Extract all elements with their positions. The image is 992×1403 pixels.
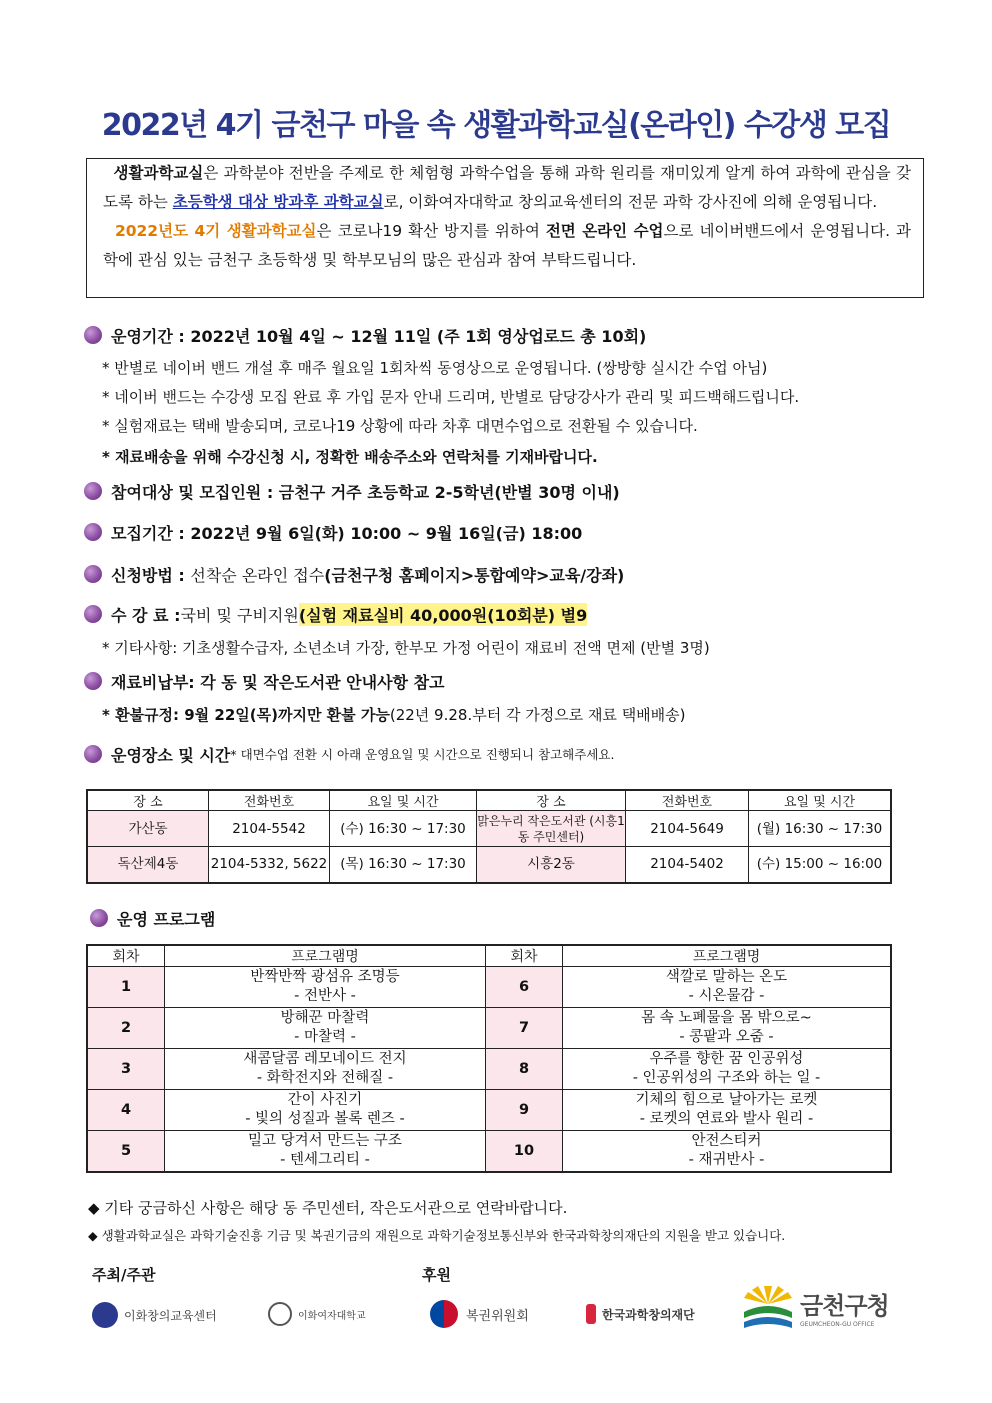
venue-cell: 2104-5402 <box>626 847 749 883</box>
venue-header: 전화번호 <box>209 790 330 811</box>
program-cell: 반짝반짝 광섬유 조명등 - 전반사 - <box>165 967 486 1008</box>
bullet-icon <box>90 909 108 927</box>
bullet-icon <box>84 482 102 500</box>
table-row <box>87 1131 891 1173</box>
program-number: 4 <box>87 1090 165 1131</box>
ewha-emblem-icon <box>92 1302 118 1328</box>
period-note-3: * 실험재료는 택배 발송되며, 코로나19 상황에 따라 차후 대면수업으로 전환될 수 있습니다. <box>102 417 698 435</box>
section-apply: 신청방법 : 선착순 온라인 접수 (금천구청 홈페이지>통합예약>교육/강좌) <box>84 562 624 586</box>
section-program: 운영 프로그램 <box>90 906 215 930</box>
program-cell: 우주를 향한 꿈 인공위성 - 인공위성의 구조와 하는 일 - <box>563 1049 892 1090</box>
sponsor-label: 후원 <box>422 1266 451 1284</box>
table-row <box>87 967 891 1008</box>
lottery-logo: 복권위원회 <box>430 1300 529 1328</box>
program-cell: 방해꾼 마찰력 - 마찰력 - <box>165 1008 486 1049</box>
venue-header: 전화번호 <box>626 790 749 811</box>
program-cell: 색깔로 말하는 온도 - 시온물감 - <box>563 967 892 1008</box>
venue-table <box>86 789 892 884</box>
section-fee: 수 강 료 : 국비 및 구비지원 (실험 재료실비 40,000원(10회분) 별9 <box>84 602 587 626</box>
program-cell: 몸 속 노폐물을 몸 밖으로~ - 콩팥과 오줌 - <box>563 1008 892 1049</box>
ewha-seal-icon <box>268 1302 292 1326</box>
venue-cell: 2104-5649 <box>626 811 749 847</box>
venue-cell: (수) 16:30 ~ 17:30 <box>330 811 477 847</box>
bullet-icon <box>84 745 102 763</box>
program-cell: 새콤달콤 레모네이드 전지 - 화학전지와 전해질 - <box>165 1049 486 1090</box>
program-cell: 밀고 당겨서 만드는 구조 - 텐세그리티 - <box>165 1131 486 1173</box>
venue-cell: 2104-5542 <box>209 811 330 847</box>
footer-note-1: ◆ 기타 궁금하신 사항은 해당 동 주민센터, 작은도서관으로 연락바랍니다. <box>88 1199 568 1217</box>
venue-cell: 맑은누리 작은도서관 (시흥1동 주민센터) <box>477 811 626 847</box>
program-number: 1 <box>87 967 165 1008</box>
page-title: 2022년 4기 금천구 마을 속 생활과학교실(온라인) 수강생 모집 <box>101 108 891 143</box>
fee-highlight: (실험 재료실비 40,000원(10회분) 별9 <box>299 603 587 626</box>
venue-cell: (목) 16:30 ~ 17:30 <box>330 847 477 883</box>
venue-cell: 가산동 <box>87 811 209 847</box>
program-number: 6 <box>486 967 563 1008</box>
bullet-icon <box>84 605 102 623</box>
ewha-center-logo: 이화창의교육센터 <box>92 1302 217 1328</box>
bullet-icon <box>84 565 102 583</box>
program-number: 2 <box>87 1008 165 1049</box>
taegeuk-icon <box>430 1300 458 1328</box>
program-cell: 기체의 힘으로 날아가는 로켓 - 로켓의 연료와 발사 원리 - <box>563 1090 892 1131</box>
section-period: 운영기간 : 2022년 10월 4일 ~ 12월 11일 (주 1회 영상업로드 총 10회) <box>84 323 646 347</box>
program-number: 5 <box>87 1131 165 1173</box>
ewha-univ-logo: 이화여자대학교 <box>268 1302 366 1326</box>
intro-box <box>86 158 924 298</box>
refund-rule: * 환불규정: 9월 22일(목)까지만 환불 가능(22년 9.28.부터 각 가정으로 재료 택배배송) <box>102 706 686 724</box>
section-payment: 재료비납부: 각 동 및 작은도서관 안내사항 참고 <box>84 669 445 693</box>
program-number: 3 <box>87 1049 165 1090</box>
venue-header: 장 소 <box>477 790 626 811</box>
kofac-mark-icon <box>586 1304 596 1324</box>
program-table <box>86 944 892 1173</box>
venue-cell: 독산제4동 <box>87 847 209 883</box>
period-note-4: * 재료배송을 위해 수강신청 시, 정확한 배송주소와 연락처를 기재바랍니다. <box>102 448 598 466</box>
geumcheon-emblem-icon <box>740 1282 796 1332</box>
program-cell: 안전스티커 - 재귀반사 - <box>563 1131 892 1173</box>
program-number: 8 <box>486 1049 563 1090</box>
fee-note: * 기타사항: 기초생활수급자, 소년소녀 가장, 한부모 가정 어린이 재료비 전액 면제 (반별 3명) <box>102 639 710 657</box>
period-note-1: * 반별로 네이버 밴드 개설 후 매주 월요일 1회차씩 동영상으로 운영됩니다. (쌍방향 실시간 수업 아님) <box>102 359 768 377</box>
venue-cell: (월) 16:30 ~ 17:30 <box>749 811 892 847</box>
table-row <box>87 1008 891 1049</box>
program-header: 프로그램명 <box>165 945 486 967</box>
period-note-2: * 네이버 밴드는 수강생 모집 완료 후 가입 문자 안내 드리며, 반별로 담당강사가 관리 및 피드백해드립니다. <box>102 388 800 406</box>
program-header: 프로그램명 <box>563 945 892 967</box>
table-row <box>87 1090 891 1131</box>
venue-cell: (수) 15:00 ~ 16:00 <box>749 847 892 883</box>
table-row <box>87 1049 891 1090</box>
program-number: 9 <box>486 1090 563 1131</box>
program-number: 10 <box>486 1131 563 1173</box>
program-number: 7 <box>486 1008 563 1049</box>
program-cell: 간이 사진기 - 빛의 성질과 볼록 렌즈 - <box>165 1090 486 1131</box>
venue-header: 요일 및 시간 <box>330 790 477 811</box>
section-target: 참여대상 및 모집인원 : 금천구 거주 초등학교 2-5학년(반별 30명 이내) <box>84 479 620 503</box>
bullet-icon <box>84 326 102 344</box>
venue-header: 장 소 <box>87 790 209 811</box>
geumcheon-logo: 금천구청 GEUMCHEON-GU OFFICE <box>740 1282 889 1332</box>
bullet-icon <box>84 523 102 541</box>
kofac-logo: 한국과학창의재단 <box>586 1304 695 1324</box>
intro-paragraph-1: 생활과학교실은 과학분야 전반을 주제로 한 체험형 과학수업을 통해 과학 원리를 재미있게 알게 하여 과학에 관심을 갖도록 하는 초등학생 대상 방과후 과학교실로, 이화여자대학교 창의교육센터의 전문 과학 강사진에 의해 운영됩니다. <box>103 164 912 211</box>
section-venue: 운영장소 및 시간 * 대면수업 전환 시 아래 운영요일 및 시간으로 진행되니 참고해주세요. <box>84 742 614 766</box>
venue-cell: 2104-5332, 5622 <box>209 847 330 883</box>
intro-paragraph-2: 2022년도 4기 생활과학교실은 코로나19 확산 방지를 위하여 전면 온라인 수업으로 네이버밴드에서 운영됩니다. 과학에 관심 있는 금천구 초등학생 및 학부모님의 많은 관심과 참여 부탁드립니다. <box>103 222 911 269</box>
section-recruit: 모집기간 : 2022년 9월 6일(화) 10:00 ~ 9월 16일(금) 18:00 <box>84 520 582 544</box>
venue-header: 요일 및 시간 <box>749 790 892 811</box>
footer-note-2: ◆ 생활과학교실은 과학기술진흥 기금 및 복권기금의 재원으로 과학기술정보통신부와 한국과학창의재단의 지원을 받고 있습니다. <box>88 1228 786 1243</box>
program-header: 회차 <box>486 945 563 967</box>
host-label: 주최/주관 <box>92 1266 156 1284</box>
program-header: 회차 <box>87 945 165 967</box>
bullet-icon <box>84 672 102 690</box>
venue-cell: 시흥2동 <box>477 847 626 883</box>
